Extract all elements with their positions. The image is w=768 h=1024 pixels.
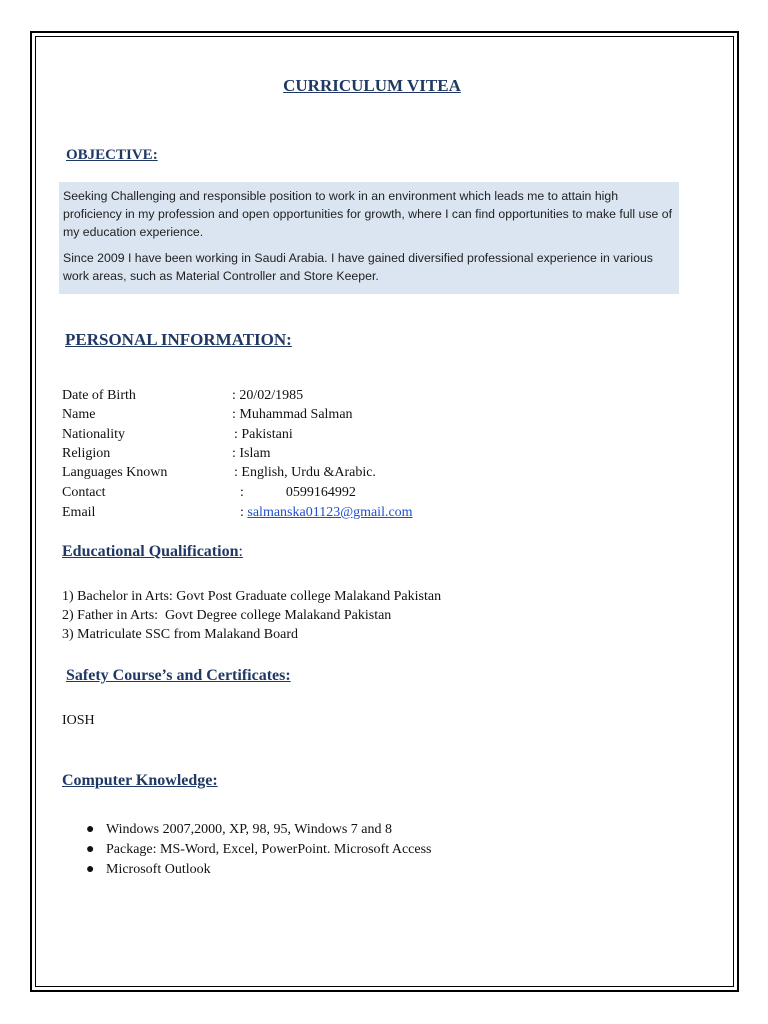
info-label: Contact <box>62 485 106 500</box>
list-item-text: Package: MS-Word, Excel, PowerPoint. Microsoft Access <box>106 842 432 857</box>
info-label: Religion <box>62 446 111 461</box>
email-link[interactable]: salmanska01123@gmail.com <box>247 505 413 520</box>
info-label: Email <box>62 505 96 520</box>
document-title: CURRICULUM VITEA <box>283 76 461 95</box>
info-label: Languages Known <box>62 465 168 480</box>
computer-heading: Computer Knowledge: <box>62 772 218 789</box>
info-value: : Muhammad Salman <box>232 407 353 422</box>
objective-heading: OBJECTIVE: <box>66 147 158 163</box>
education-item: 2) Father in Arts: Govt Degree college Malakand Pakistan <box>62 608 392 623</box>
info-value: : Pakistani <box>234 427 293 442</box>
info-value: : Islam <box>232 446 271 461</box>
computer-list <box>86 820 431 880</box>
list-item <box>86 820 431 840</box>
list-item-text: Windows 2007,2000, XP, 98, 95, Windows 7 and 8 <box>106 822 393 837</box>
objective-paragraph: Seeking Challenging and responsible position to work in an environment which leads me to attain high proficiency in my profession and open opportunities for growth, where I can find opportunities to make full use of my education experience. <box>63 189 673 239</box>
safety-heading: Safety Course’s and Certificates: <box>66 667 291 684</box>
info-label: Date of Birth <box>62 388 136 403</box>
bullet-icon: ● <box>86 822 95 837</box>
objective-box <box>59 182 679 294</box>
bullet-icon: ● <box>86 842 95 857</box>
list-item <box>86 840 431 860</box>
info-value: : English, Urdu &Arabic. <box>234 465 376 480</box>
objective-paragraph: Since 2009 I have been working in Saudi Arabia. I have gained diversified professional experience in various work areas, such as Material Controller and Store Keeper. <box>63 251 653 283</box>
email-colon: : <box>240 505 248 520</box>
list-item-text: Microsoft Outlook <box>106 862 211 877</box>
list-item <box>86 860 431 880</box>
info-label: Name <box>62 407 96 422</box>
info-label: Nationality <box>62 427 125 442</box>
info-value <box>240 503 413 522</box>
education-heading-colon: : <box>238 543 243 560</box>
education-heading-text: Educational Qualification <box>62 543 239 560</box>
education-item: 3) Matriculate SSC from Malakand Board <box>62 627 299 642</box>
personal-info-heading: PERSONAL INFORMATION: <box>65 330 292 349</box>
info-value: : 0599164992 <box>240 485 356 500</box>
info-value: : 20/02/1985 <box>232 388 304 403</box>
safety-item: IOSH <box>62 713 95 728</box>
education-heading <box>62 543 243 561</box>
education-item: 1) Bachelor in Arts: Govt Post Graduate college Malakand Pakistan <box>62 589 442 604</box>
bullet-icon: ● <box>86 862 95 877</box>
